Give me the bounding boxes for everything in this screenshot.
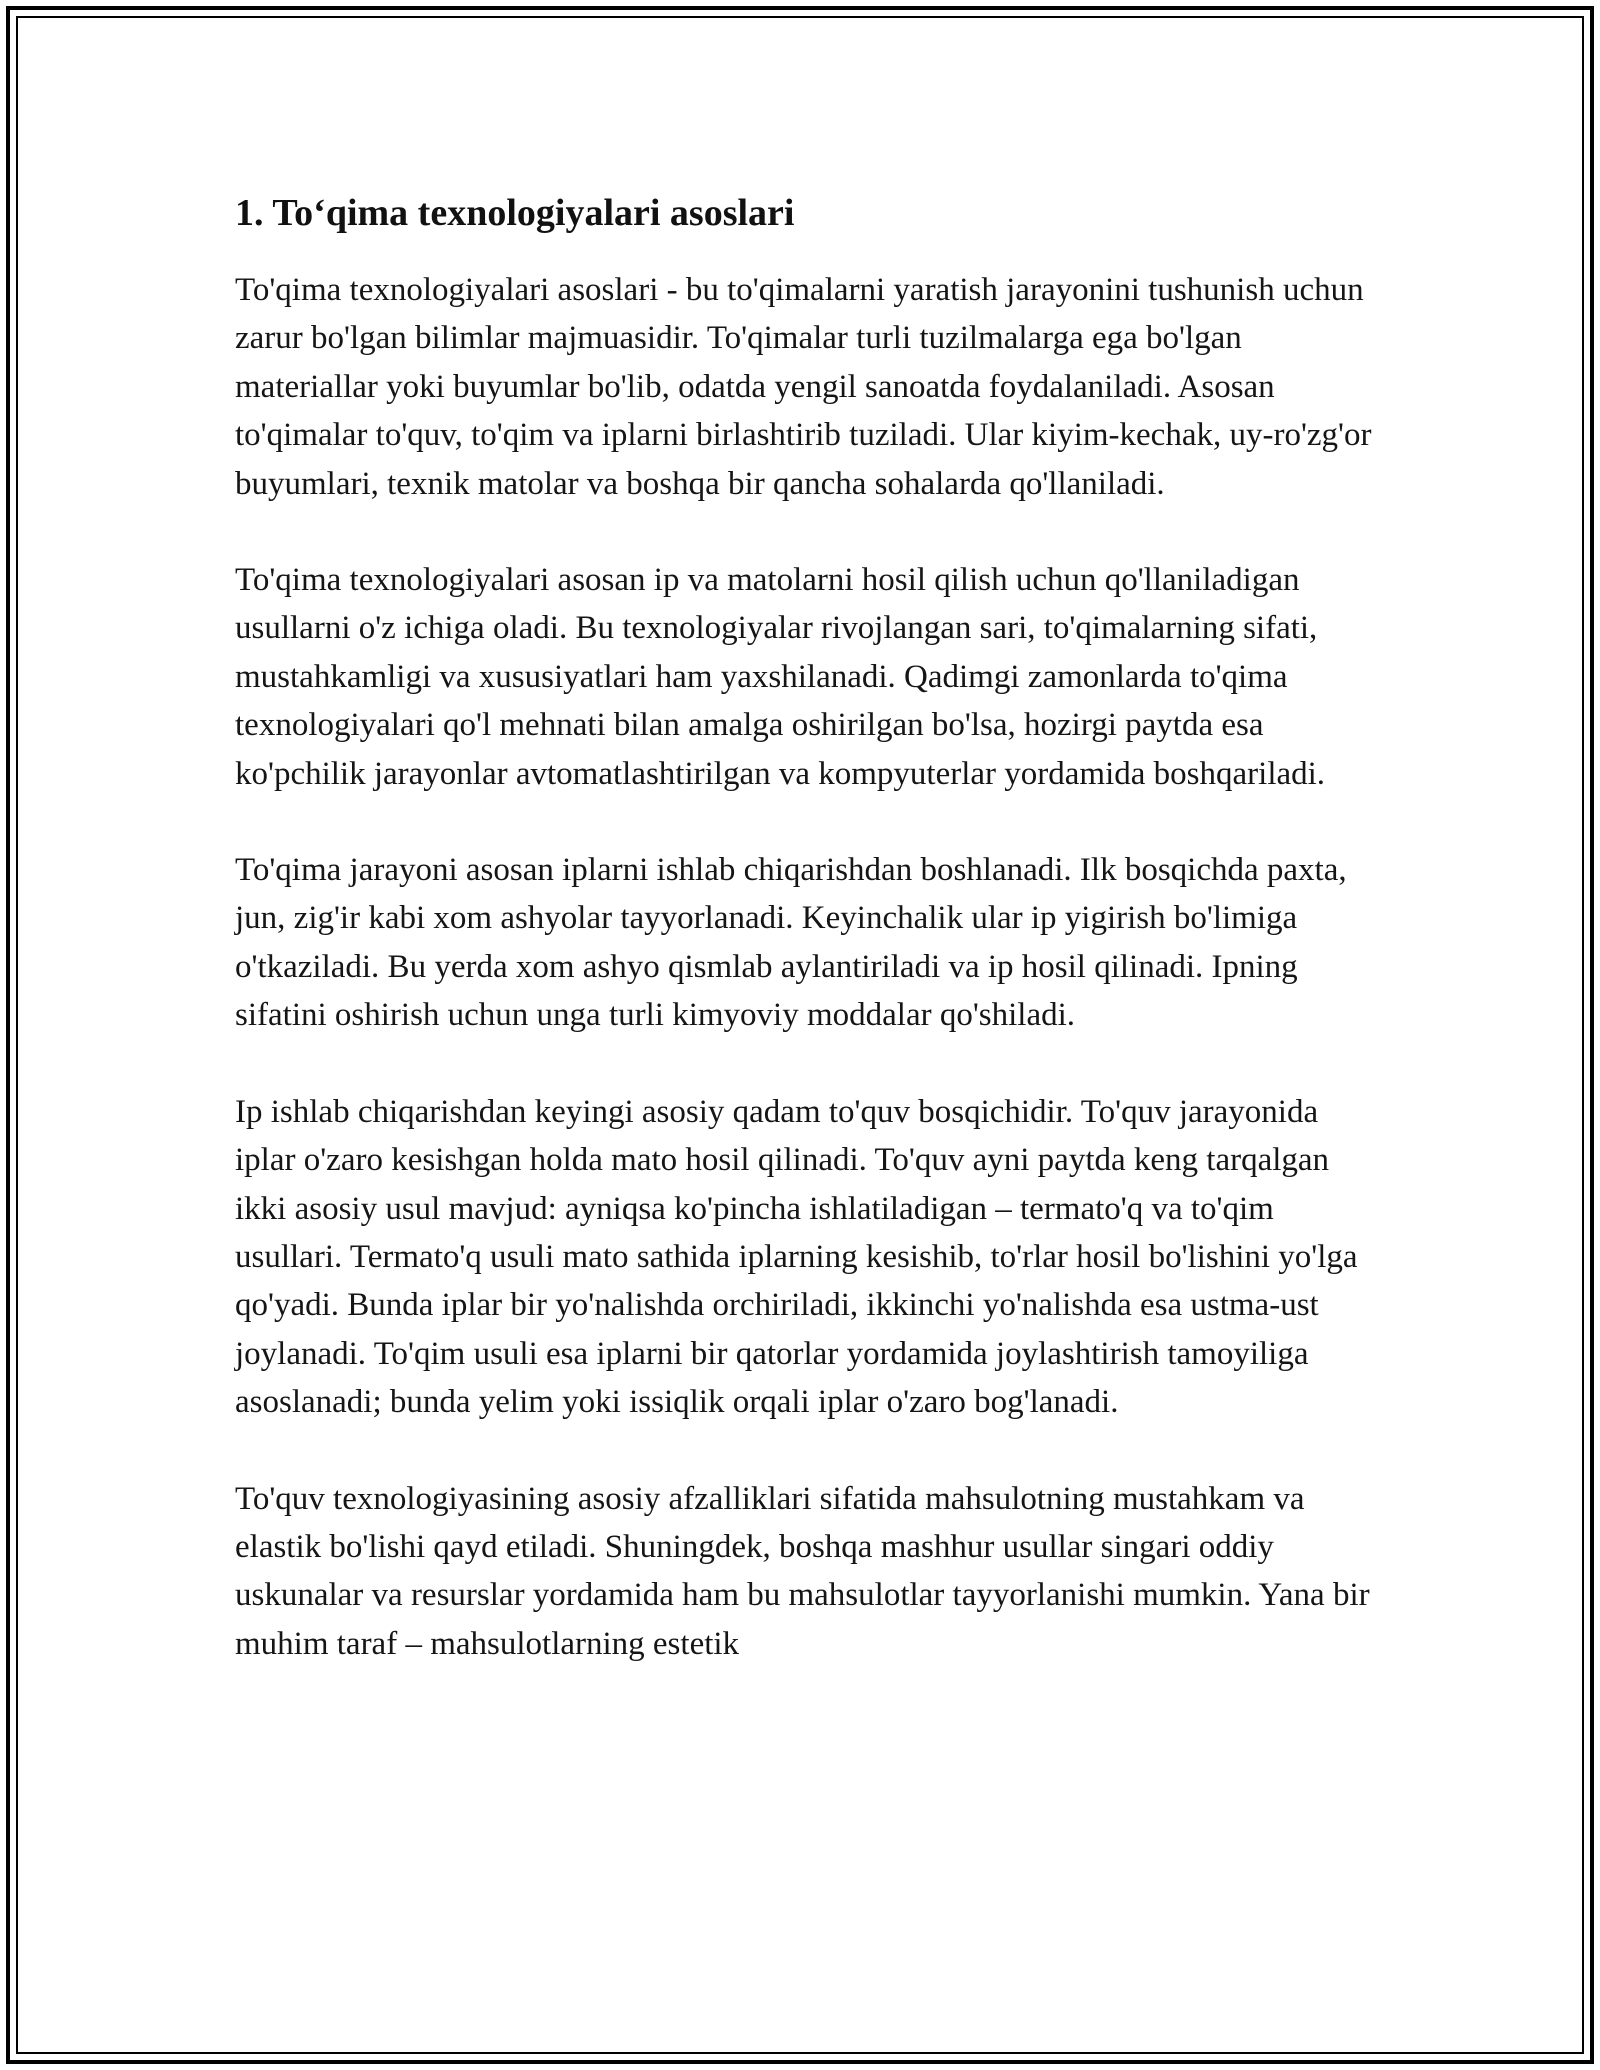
paragraph-4: Ip ishlab chiqarishdan keyingi asosiy qadam to'quv bosqichidir. To'quv jarayonida iplar o'zaro kesishgan holda mato hosil qilinadi. To'quv ayni paytda keng tarqalgan ikki asosiy usul mavjud: ayniqsa ko'pincha ishlatiladigan – termato'q va to'qim usullari. Termato'q usuli mato sathida iplarning kesishib, to'rlar hosil bo'lishini yo'lga qo'yadi. Bunda iplar bir yo'nalishda orchiriladi, ikkinchi yo'nalishda esa ustma-ust joylanadi. To'qim usuli esa iplarni bir qatorlar yordamida joylashtirish tamoyiliga asoslanadi; bunda yelim yoki issiqlik orqali iplar o'zaro bog'lanadi. <box>235 1093 1358 1421</box>
paragraph-5: To'quv texnologiyasining asosiy afzalliklari sifatida mahsulotning mustahkam va elastik bo'lishi qayd etiladi. Shuningdek, boshqa mashhur usullar singari oddiy uskunalar va resurslar yordamida ham bu mahsulotlar tayyorlanishi mumkin. Yana bir muhim taraf – mahsulotlarning estetik <box>235 1480 1370 1662</box>
paragraph-3: To'qima jarayoni asosan iplarni ishlab chiqarishdan boshlanadi. Ilk bosqichda paxta, jun, zig'ir kabi xom ashyolar tayyorlanadi. Keyinchalik ular ip yigirish bo'limiga o'tkaziladi. Bu yerda xom ashyo qismlab aylantiriladi va ip hosil qilinadi. Ipning sifatini oshirish uchun unga turli kimyoviy moddalar qo'shiladi. <box>235 852 1347 1034</box>
document-body <box>235 188 1375 1716</box>
section-title: 1. To‘qima texnologiyalari asoslari <box>235 192 795 234</box>
paragraph-1: To'qima texnologiyalari asoslari - bu to'qimalarni yaratish jarayonini tushunish uchun zarur bo'lgan bilimlar majmuasidir. To'qimalar turli tuzilmalarga ega bo'lgan materiallar yoki buyumlar bo'lib, odatda yengil sanoatda foydalaniladi. Asosan to'qimalar to'quv, to'qim va iplarni birlashtirib tuziladi. Ular kiyim-kechak, uy-ro'zg'or buyumlari, texnik matolar va boshqa bir qancha sohalarda qo'llaniladi. <box>235 272 1372 502</box>
paragraph-2: To'qima texnologiyalari asosan ip va matolarni hosil qilish uchun qo'llaniladigan usullarni o'z ichiga oladi. Bu texnologiyalar rivojlangan sari, to'qimalarning sifati, mustahkamligi va xususiyatlari ham yaxshilanadi. Qadimgi zamonlarda to'qima texnologiyalari qo'l mehnati bilan amalga oshirilgan bo'lsa, hozirgi paytda esa ko'pchilik jarayonlar avtomatlashtirilgan va kompyuterlar yordamida boshqariladi. <box>235 562 1326 792</box>
